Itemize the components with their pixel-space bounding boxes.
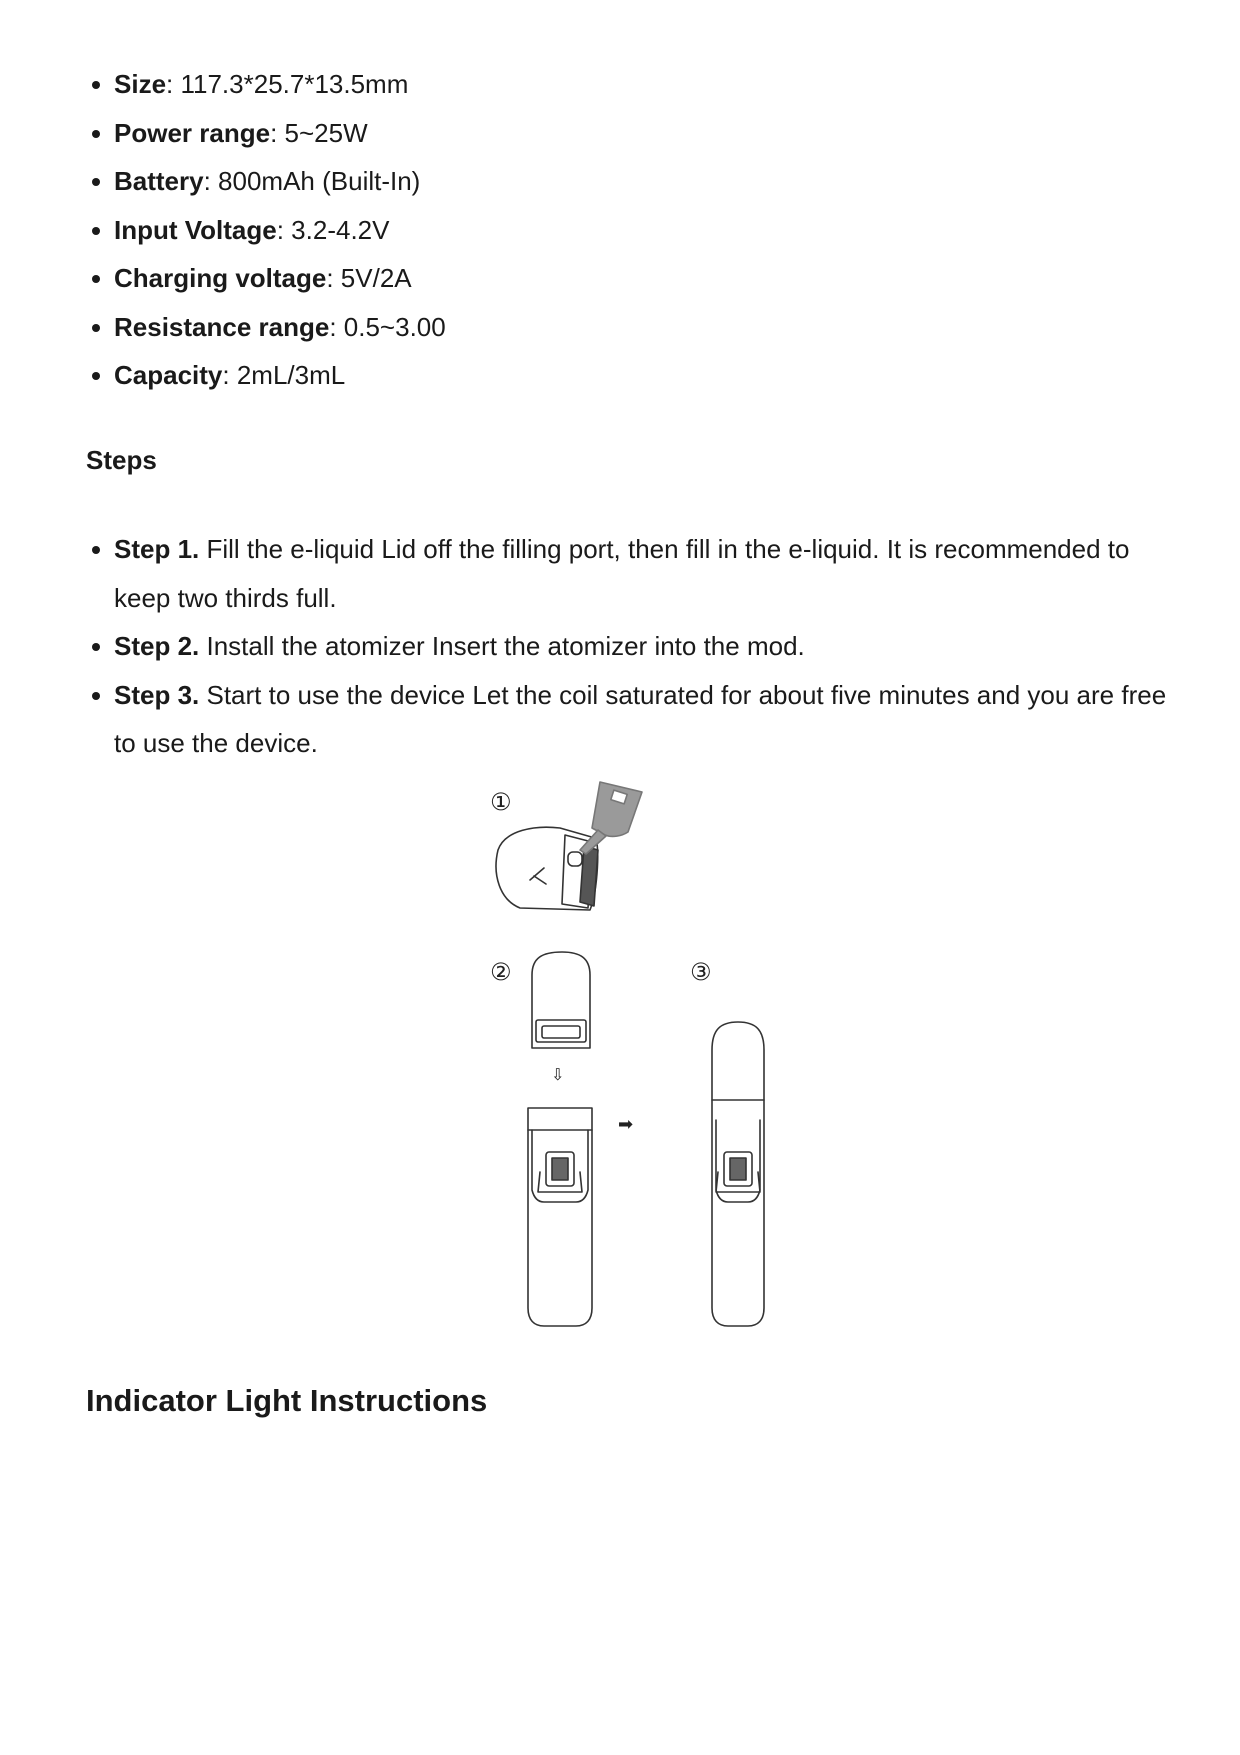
- bullet-icon: [92, 275, 100, 283]
- pod-filling-drawing: [496, 782, 642, 910]
- bullet-icon: [92, 227, 100, 235]
- spec-list: [86, 60, 446, 400]
- assembled-device-drawing: [712, 1022, 764, 1326]
- step-text: Install the atomizer Insert the atomizer into the mod.: [199, 631, 805, 661]
- bullet-icon: [92, 178, 100, 186]
- step-list: [86, 525, 1176, 768]
- bullet-icon: [92, 372, 100, 380]
- spec-item-size: [86, 60, 446, 109]
- step-item-1: [86, 525, 1176, 622]
- spec-label: Battery: [114, 166, 204, 196]
- arrow-down-icon: ⇩: [551, 1065, 565, 1084]
- step-text: Fill the e-liquid Lid off the filling port, then fill in the e-liquid. It is recommended to keep two thirds full.: [114, 534, 1130, 613]
- step-marker-1: ①: [490, 788, 512, 816]
- spec-item-power-range: [86, 109, 446, 158]
- step-label: Step 3.: [114, 679, 200, 710]
- spec-item-input-voltage: [86, 206, 446, 255]
- bullet-icon: [92, 643, 100, 651]
- device-steps-illustration: [480, 780, 800, 1340]
- spec-value: : 5~25W: [270, 117, 368, 148]
- spec-label: Charging voltage: [114, 263, 327, 293]
- spec-value: : 3.2-4.2V: [276, 214, 390, 245]
- spec-label: Capacity: [114, 360, 223, 390]
- spec-value: : 117.3*25.7*13.5mm: [166, 69, 409, 99]
- step-item-3: [86, 671, 1176, 768]
- bullet-icon: [92, 81, 100, 89]
- bullet-icon: [92, 130, 100, 138]
- spec-label: Input Voltage: [114, 214, 277, 245]
- spec-item-charging-voltage: [86, 254, 446, 303]
- illustration-svg: [480, 780, 800, 1340]
- step-marker-3: ③: [690, 958, 712, 986]
- step-item-2: [86, 622, 1176, 671]
- spec-item-capacity: [86, 351, 446, 400]
- section-heading: Indicator Light Instructions: [86, 1383, 488, 1418]
- spec-label: Power range: [114, 117, 271, 148]
- step-marker-2: ②: [490, 958, 512, 986]
- steps-heading: Steps: [86, 445, 157, 475]
- step-label: Step 1.: [114, 534, 200, 564]
- spec-value: : 0.5~3.00: [329, 311, 446, 342]
- step-text: Start to use the device Let the coil saturated for about five minutes and you are free to use the device.: [114, 679, 1167, 758]
- spec-item-resistance-range: [86, 303, 446, 352]
- bullet-icon: [92, 324, 100, 332]
- spec-value: : 5V/2A: [326, 263, 412, 293]
- arrow-right-icon: ➡: [618, 1114, 634, 1135]
- spec-value: : 800mAh (Built-In): [203, 166, 421, 196]
- spec-value: : 2mL/3mL: [222, 360, 346, 390]
- step-label: Step 2.: [114, 631, 200, 661]
- bullet-icon: [92, 692, 100, 700]
- spec-label: Resistance range: [114, 311, 330, 342]
- bullet-icon: [92, 546, 100, 554]
- pod-insert-drawing: [528, 952, 592, 1326]
- spec-label: Size: [114, 69, 167, 99]
- spec-item-battery: [86, 157, 446, 206]
